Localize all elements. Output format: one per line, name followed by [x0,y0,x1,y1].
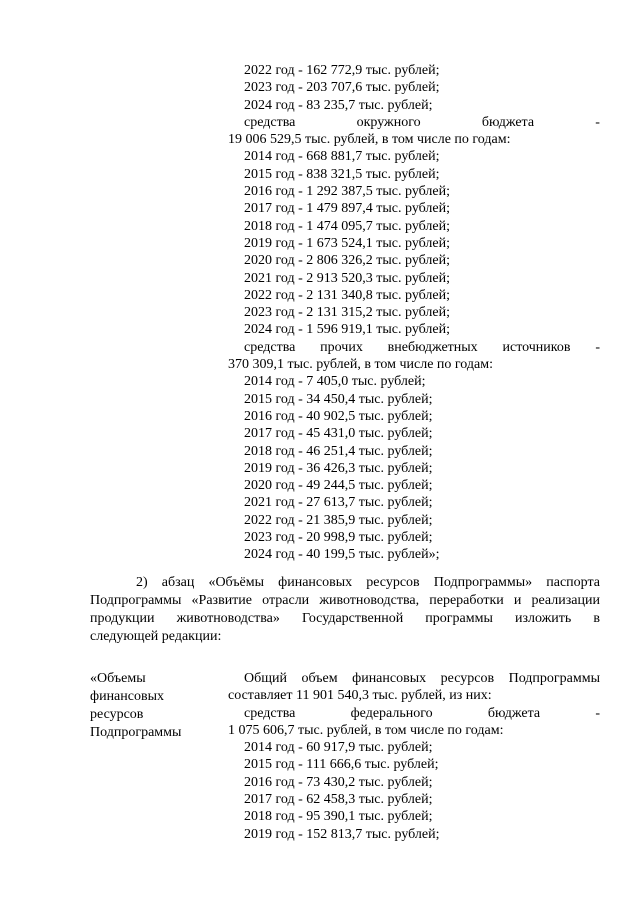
word: бюджета [481,114,535,130]
year-line: 2015 год - 111 666,6 тыс. рублей; [244,757,439,773]
word: - [595,705,600,721]
year-line: 2022 год - 21 385,9 тыс. рублей; [244,512,433,528]
paragraph-2 [90,574,600,646]
fed-total: 1 075 606,7 тыс. рублей, в том числе по годам: [228,722,504,738]
table-label-column [90,670,220,742]
word: 2) [136,575,148,590]
year-line: 2016 год - 1 292 387,5 тыс. рублей; [244,184,451,200]
word: животноводства» [176,611,280,626]
year-line: 2014 год - 60 917,9 тыс. рублей; [244,740,433,756]
year-line: 2017 год - 1 479 897,4 тыс. рублей; [244,201,451,217]
word: паспорта [546,575,600,590]
word: Подпрограммы» [433,575,533,590]
year-line: 2019 год - 1 673 524,1 тыс. рублей; [244,235,451,251]
word: реализации [531,593,600,608]
word: отрасли [262,593,310,608]
word: и [513,593,522,608]
year-line: 2024 год - 83 235,7 тыс. рублей; [244,97,433,113]
extra-heading [228,339,600,356]
table-label: финансовых [90,689,164,704]
table-label: Подпрограммы [90,725,182,740]
word: средства [244,114,296,130]
word: ресурсов [440,671,495,686]
word: «Развитие [191,593,253,608]
year-line: 2017 год - 62 458,3 тыс. рублей; [244,792,433,808]
word: объем [301,671,338,686]
year-line: 2017 год - 45 431,0 тыс. рублей; [244,426,433,442]
year-line: 2020 год - 49 244,5 тыс. рублей; [244,478,433,494]
para-line-2 [90,592,600,610]
word: Подпрограммы [90,593,182,608]
word: абзац [161,575,195,590]
total-line-1 [228,670,600,687]
para-line-3 [90,610,600,628]
word: переработки [429,593,504,608]
okr-total: 19 006 529,5 тыс. рублей, в том числе по годам: [228,132,511,148]
table-label: ресурсов [90,707,144,722]
word: «Объёмы [208,575,265,590]
okr-heading [228,114,600,131]
year-line: 2021 год - 27 613,7 тыс. рублей; [244,495,433,511]
word: в [593,611,600,626]
para-line-1 [90,574,600,592]
year-line: 2015 год - 34 450,4 тыс. рублей; [244,391,433,407]
total-line-2: составляет 11 901 540,3 тыс. рублей, из них: [228,688,492,704]
year-line: 2023 год - 2 131 315,2 тыс. рублей; [244,305,451,321]
budget-block [228,62,600,564]
year-line: 2021 год - 2 913 520,3 тыс. рублей; [244,270,451,286]
word: средства [244,705,296,721]
fed-heading [228,705,600,722]
word: Подпрограммы [508,671,600,686]
year-line: 2016 год - 40 902,5 тыс. рублей; [244,408,433,424]
year-line: 2022 год - 2 131 340,8 тыс. рублей; [244,287,451,303]
word: - [595,114,600,130]
word: федерального [350,705,433,721]
year-line: 2015 год - 838 321,5 тыс. рублей; [244,166,440,182]
word: животноводства, [319,593,420,608]
word: изложить [514,611,572,626]
word: бюджета [487,705,541,721]
year-line: 2023 год - 203 707,6 тыс. рублей; [244,80,440,96]
table-content-column [228,670,600,843]
year-line: 2020 год - 2 806 326,2 тыс. рублей; [244,253,451,269]
year-line: 2018 год - 95 390,1 тыс. рублей; [244,809,433,825]
year-line: 2024 год - 40 199,5 тыс. рублей»; [244,547,440,563]
year-line: 2014 год - 7 405,0 тыс. рублей; [244,374,426,390]
word: окружного [356,114,421,130]
word: - [595,339,600,355]
year-line: 2019 год - 36 426,3 тыс. рублей; [244,460,433,476]
year-line: 2023 год - 20 998,9 тыс. рублей; [244,530,433,546]
table-label: «Объемы [90,671,146,686]
word: прочих [320,339,363,355]
word: средства [244,339,296,355]
word: ресурсов [366,575,420,590]
word: программы [425,611,493,626]
word: Общий [244,671,287,686]
para-line-4: следующей редакции: [90,629,222,644]
word: финансовых [278,575,353,590]
year-line: 2022 год - 162 772,9 тыс. рублей; [244,63,440,78]
year-line: 2018 год - 46 251,4 тыс. рублей; [244,443,433,459]
word: финансовых [352,671,427,686]
year-line: 2018 год - 1 474 095,7 тыс. рублей; [244,218,451,234]
word: источников [502,339,571,355]
word: внебюджетных [387,339,478,355]
year-line: 2014 год - 668 881,7 тыс. рублей; [244,149,440,165]
year-line: 2024 год - 1 596 919,1 тыс. рублей; [244,322,451,338]
word: продукции [90,611,155,626]
year-line: 2016 год - 73 430,2 тыс. рублей; [244,774,433,790]
extra-total: 370 309,1 тыс. рублей, в том числе по годам: [228,357,493,373]
word: Государственной [301,611,404,626]
year-line: 2019 год - 152 813,7 тыс. рублей; [244,826,440,842]
